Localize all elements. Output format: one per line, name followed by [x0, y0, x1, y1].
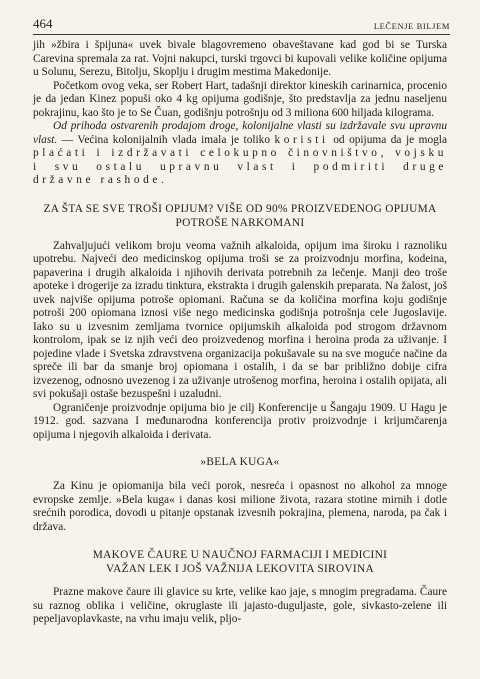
- paragraph-3: [33, 120, 447, 188]
- paragraph-2: Početkom ovog veka, ser Robert Hart, tadašnji direktor kineskih carinarnica, procenio je da jedan Kinez popuši oko 4 kg opijuma godišnje, što predstavlja za jednu naseljenu pokrajinu, kao što je to Se Čuan, godišnju potrošnju od 3 miliona 600 hiljada kilograma.: [33, 79, 447, 119]
- paragraph-3-spaced-1: koristi: [274, 133, 329, 146]
- paragraph-6: Za Kinu je opiomanija bila veći porok, nesreća i opasnost no alkohol za mnoge evropske zemlje. »Bela kuga« i danas kosi milione života, razara stotine mirnih i dotle srećnih porodica, dovodi u pitanje opstanak izvesnih pokrajina, plemena, naroda, pa čak i država.: [33, 480, 447, 533]
- paragraph-5: Ograničenje proizvodnje opijuma bio je cilj Konferencije u Šangaju 1909. U Hagu je 1912. god. sazvana I međunarodna konferencija protiv proizvodnje i krijumčarenja opijuma i njegovih alkaloida i derivata.: [33, 401, 447, 441]
- page-header: [33, 16, 450, 35]
- section-heading-bela-kuga: »BELA KUGA«: [200, 456, 280, 468]
- section-heading-line-1: MAKOVE ČAURE U NAUČNOJ FARMACIJI I MEDICINI: [92, 549, 388, 561]
- paragraph-7: Prazne makove čaure ili glavice su krte, velike kao jaje, s mnogim pregradama. Čaure su raznog oblika i veličine, okruglaste ili jajasto-duguljaste, gole, sivkasto-zelene ili pepeljavoplavkaste, na vrhu imaju velik, pljo-: [33, 586, 447, 625]
- page-body: [33, 39, 447, 627]
- section-heading-opium-use: ZA ŠTA SE SVE TROŠI OPIJUM? VIŠE OD 90% PROIZVEDENOG OPIJUMA POTROŠE NARKOMANI: [43, 202, 437, 229]
- section-heading-line-2: VAŽAN LEK I JOŠ VAŽNIJA LEKOVITA SIROVINA: [106, 563, 374, 575]
- paragraph-3-text: — Većina kolonijalnih vlada imala je toliko: [57, 133, 275, 146]
- paragraph-3-text-2: od opijuma da je mogla: [328, 133, 447, 146]
- section-heading-poppy-capsules: [33, 548, 447, 576]
- paragraph-1: jih »žbira i špijuna« uvek bivale blagovremeno obaveštavane kad god bi se Turska Carevina spremala za rat. Vojni nakupci, turski trgovci bi kupovali velike količine opijuma u Solunu, Serezu, Bitolju, Skoplju i drugim mestima Makedonije.: [33, 39, 447, 78]
- paragraph-3-italic: Od prihoda ostvarenih prodajom droge, kolonijalne vlasti su izdržavale svu upravnu vlast.: [33, 120, 447, 146]
- paragraph-3-spaced-2: plaćati i izdržavati celokupno činovništvo, vojsku i svu ostalu upravnu vlast i podmiriti druge državne rashode.: [33, 147, 447, 186]
- page-number: 464: [33, 16, 53, 31]
- paragraph-4: Zahvaljujući velikom broju veoma važnih alkaloida, opijum ima široku i raznoliku upotrebu. Najveći deo medicinskog opijuma troši se za proizvodnju morfina, kodeina, papaverina i drugih alkaloida i njihovih derivata potrebnih za lečenje. Manji deo troše apoteke i drogerije za izradu tinktura, ekstrakta i drugih galenskih preparata. Na žalost, još uvek najviše opijuma potroše opiomani. Računa se da količina morfina koju godišnje potroši 200 opiomana iznosi više nego medicinska godišnja potrošnja cele Jugoslavije. Iako su u izvesnim zemljama tvornice opijumskih alkaloida pod strogom državnom kontrolom, ipak se iz njih veći deo proizvedenog morfina i heroina proda za uživanje. I pojedine vlade i Svetska zdravstvena organizacija pokušavale su na sve moguće načine da spreče ili bar da smanje broj opiomana i ostalih, i da se bar približno dobije cifra izvezenog, odnosno uvezenog i za uživanje utrošenog morfina, heroina i ostalih opijata, ali svi pokušaji ostaše bezuspešni i uzaludni.: [33, 239, 447, 400]
- running-head: LEČENJE BILJEM: [373, 21, 450, 31]
